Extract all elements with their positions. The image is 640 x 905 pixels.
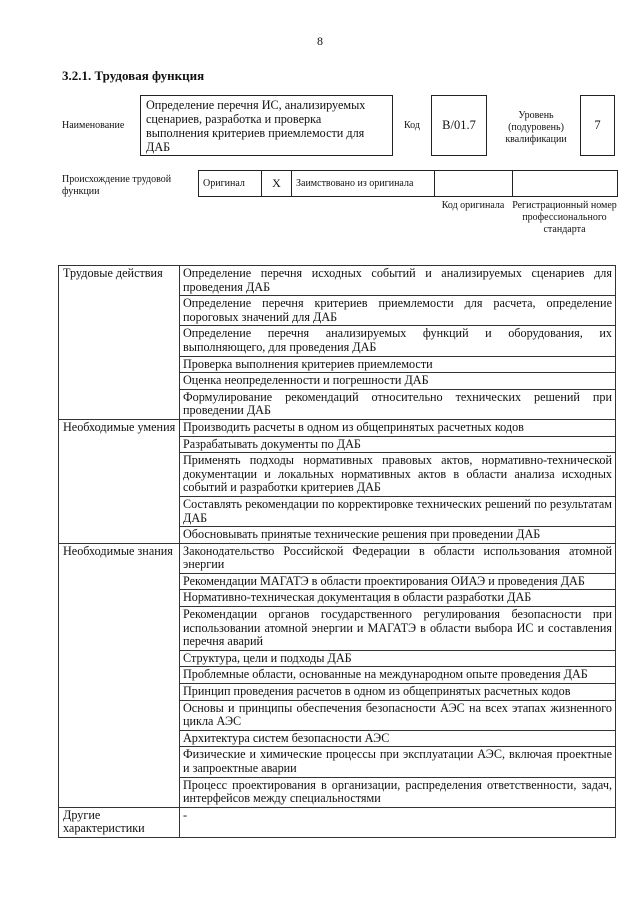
requirement-item: Проблемные области, основанные на международном опыте проведения ДАБ [180,667,616,684]
level-label: Уровень (подуровень) квалификации [505,110,567,145]
level-value: 7 [594,118,601,132]
requirement-item: Определение перечня исходных событий и анализируемых сценариев для проведения ДАБ [180,266,616,296]
requirement-item: Процесс проектирования в организации, распределения ответственности, задач, интерфейсов между специальностями [180,777,616,807]
code-original-cell [435,171,513,197]
section-title: 3.2.1. Трудовая функция [62,68,205,83]
code-label: Код [404,120,420,131]
requirement-item: Оценка неопределенности и погрешности ДАБ [180,373,616,390]
category-label: Необходимые умения [59,419,180,543]
requirement-item: Основы и принципы обеспечения безопасности АЭС на всех этапах жизненного цикла АЭС [180,700,616,730]
requirement-item: Нормативно-техническая документация в области разработки ДАБ [180,590,616,607]
table-row [59,419,616,436]
reg-number-caption: Регистрационный номер профессионального стандарта [512,200,617,235]
name-label: Наименование [62,120,125,131]
origin-label: Происхождение трудовой функции [62,174,172,197]
level-box [580,95,615,156]
requirement-item: Определение перечня критериев приемлемости для расчета, определение пороговых значений для ДАБ [180,296,616,326]
borrowed-label: Заимствовано из оригинала [292,171,435,197]
requirement-item: Производить расчеты в одном из общепринятых расчетных кодов [180,419,616,436]
function-name-value: Определение перечня ИС, анализируемых сценариев, разработка и проверка выполнения критериев приемлемости для ДАБ [146,98,366,154]
requirement-item: Проверка выполнения критериев приемлемости [180,356,616,373]
table-row [59,543,616,573]
page-number: 8 [317,34,323,48]
table-row [59,266,616,296]
requirement-item: Определение перечня анализируемых функций и оборудования, их выполняющего, для проведения ДАБ [180,326,616,356]
code-box [431,95,487,156]
requirement-item: Применять подходы нормативных правовых актов, нормативно-технической документации и локальных нормативных актов в области анализа исходных событий и разработки критериев ДАБ [180,453,616,497]
requirement-item: Архитектура систем безопасности АЭС [180,730,616,747]
category-label: Трудовые действия [59,266,180,420]
requirement-item: Формулирование рекомендаций относительно технических решений при проведении ДАБ [180,389,616,419]
requirement-item: Структура, цели и подходы ДАБ [180,650,616,667]
requirement-item: Рекомендации органов государственного регулирования безопасности при использовании атомной энергии и МАГАТЭ в области выбора ИС и составления перечня аварий [180,607,616,651]
reg-number-cell [513,171,618,197]
requirements-table [58,265,616,838]
function-name-box [140,95,393,156]
table-row [59,807,616,837]
original-label: Оригинал [199,171,262,197]
requirement-item: Рекомендации МАГАТЭ в области проектирования ОИАЭ и проведения ДАБ [180,573,616,590]
requirement-item: Законодательство Российской Федерации в области использования атомной энергии [180,543,616,573]
origin-table [198,170,618,197]
code-value: В/01.7 [442,118,476,132]
category-label: Другие характеристики [59,807,180,837]
requirement-item: Разрабатывать документы по ДАБ [180,436,616,453]
original-mark: X [262,171,292,197]
requirement-item: Составлять рекомендации по корректировке технических решений по результатам ДАБ [180,496,616,526]
category-label: Необходимые знания [59,543,180,807]
requirement-item: - [180,807,616,837]
requirement-item: Физические и химические процессы при эксплуатации АЭС, включая проектные и запроектные аварии [180,747,616,777]
code-original-caption: Код оригинала [441,200,505,211]
requirement-item: Принцип проведения расчетов в одном из общепринятых расчетных кодов [180,684,616,701]
requirement-item: Обосновывать принятые технические решения при проведении ДАБ [180,527,616,544]
